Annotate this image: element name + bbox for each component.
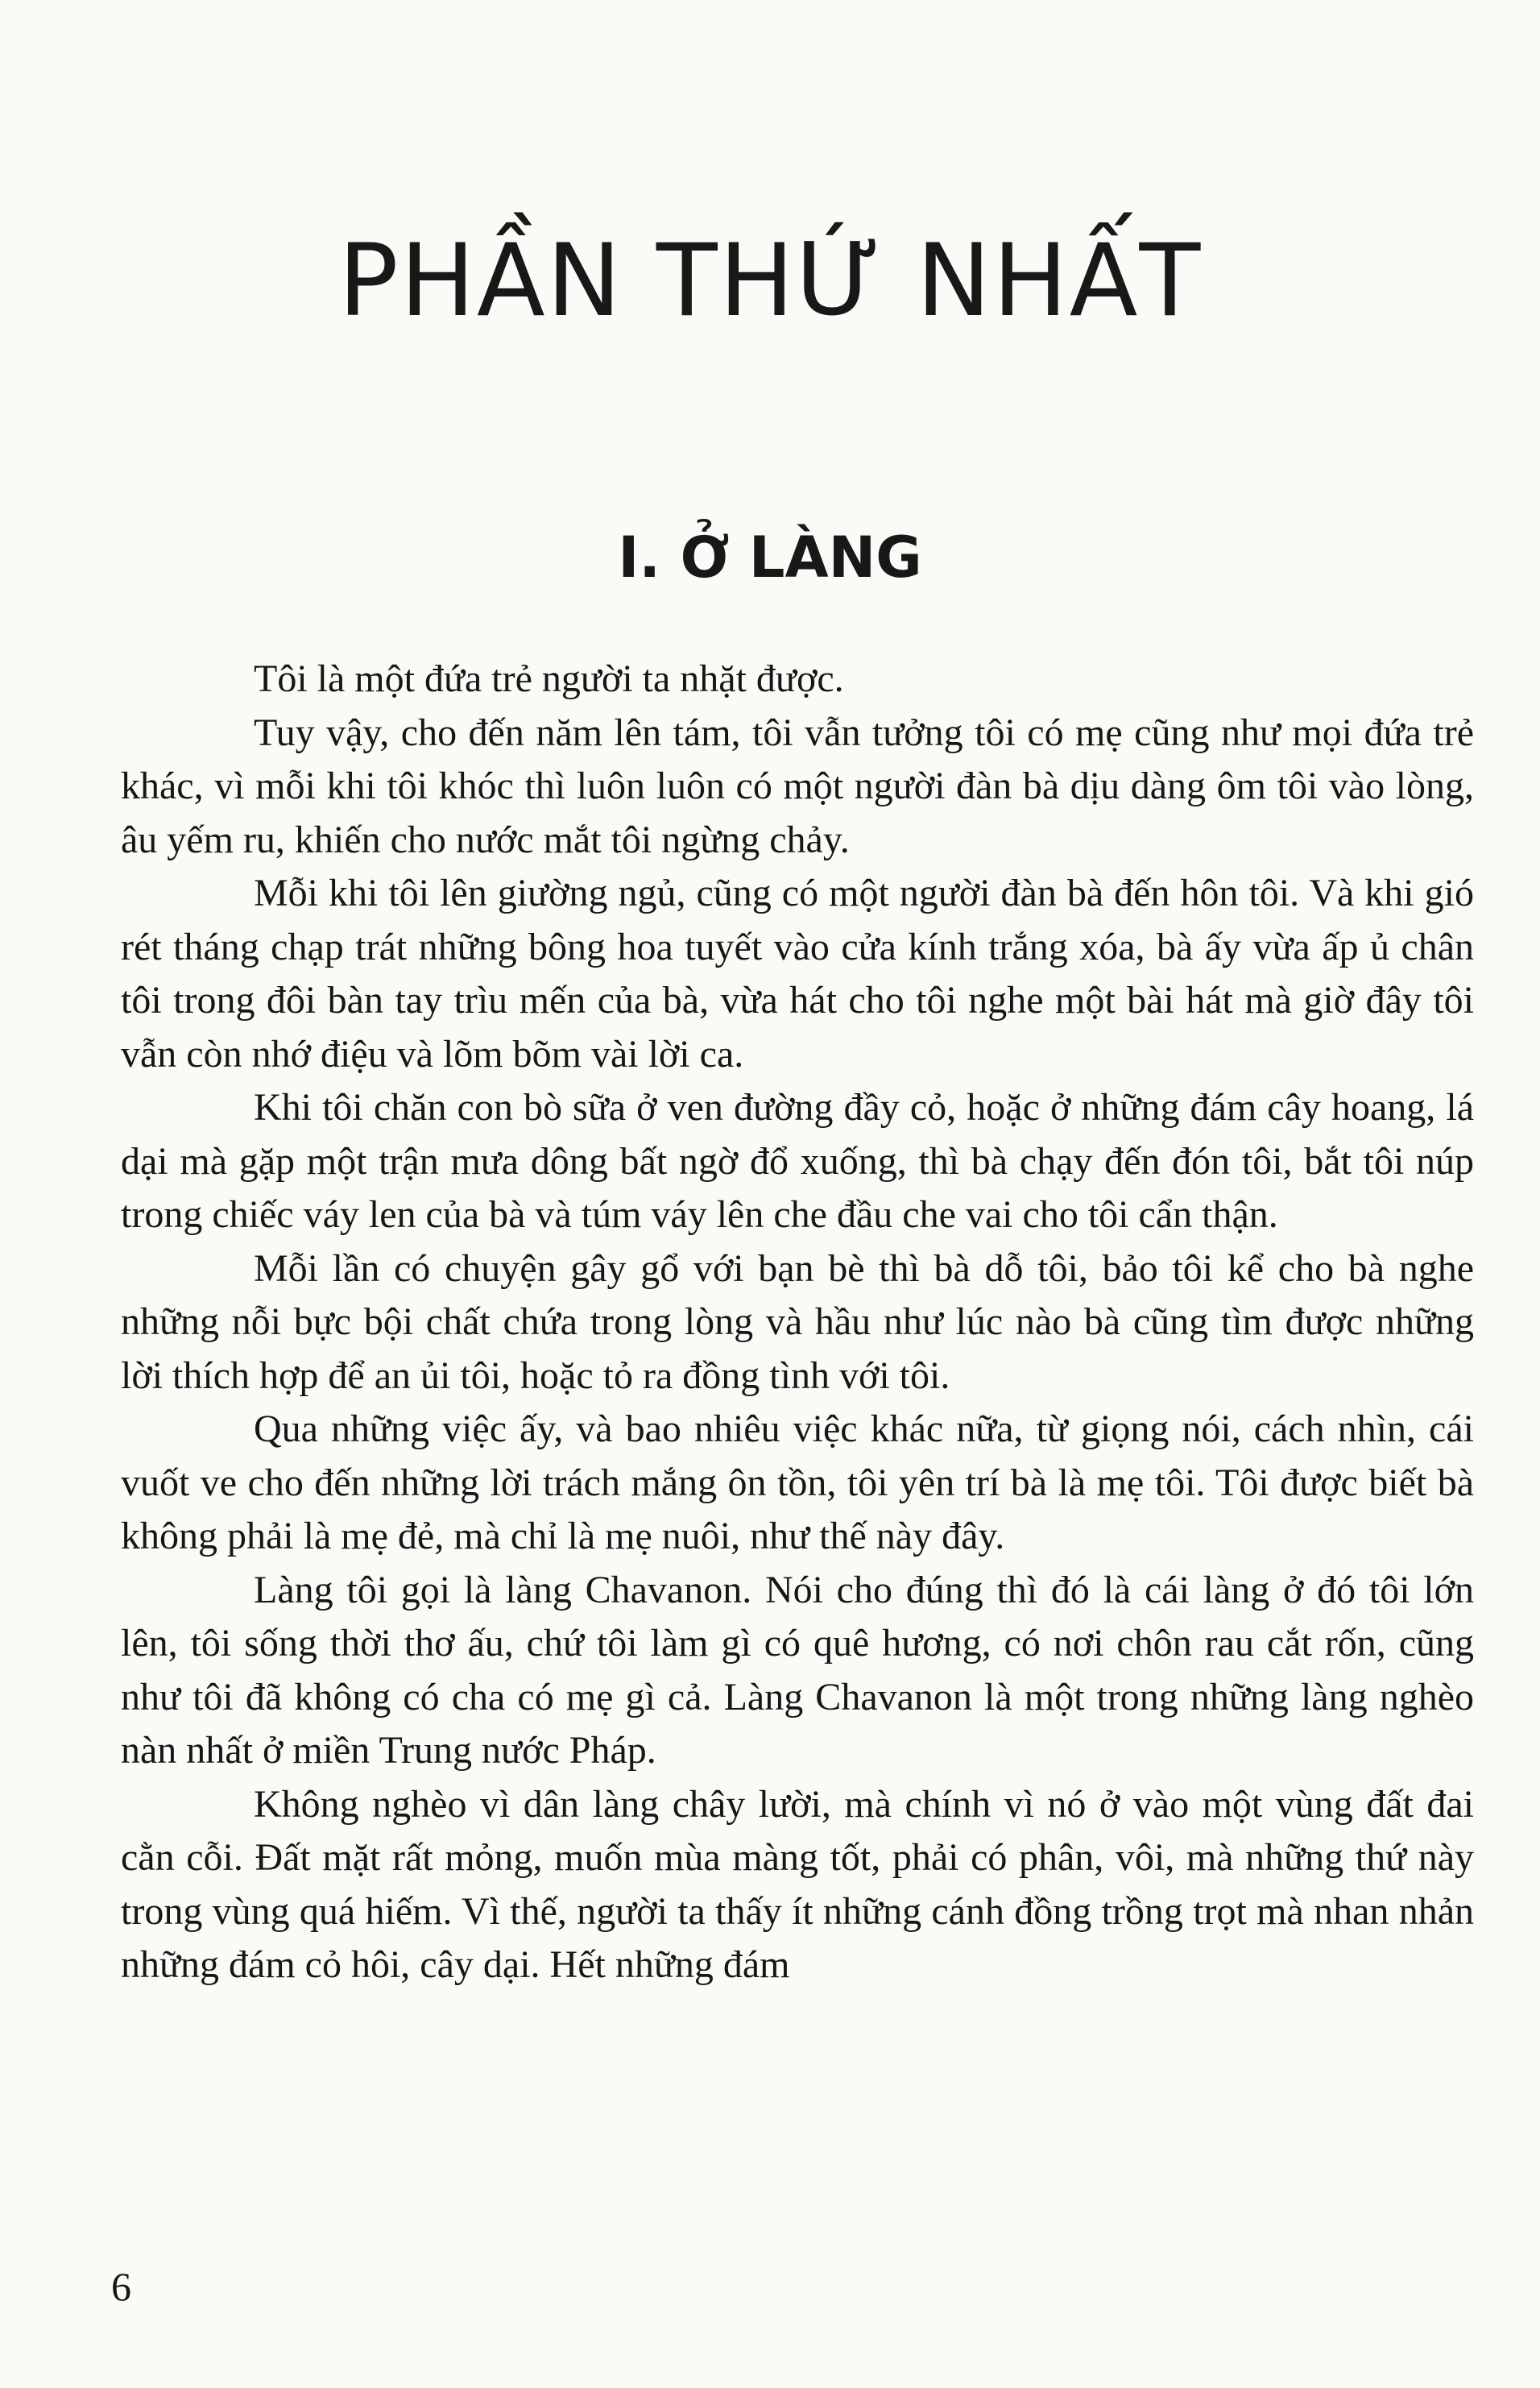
page-number: 6	[111, 2264, 131, 2309]
paragraph: Không nghèo vì dân làng chây lười, mà chính vì nó ở vào một vùng đất đai cằn cỗi. Đất mặt rất mỏng, muốn mùa màng tốt, phải có phân, vôi, mà những thứ này trong vùng quá hiếm. Vì thế, người ta thấy ít những cánh đồng trồng trọt mà nhan nhản những đám cỏ hôi, cây dại. Hết những đám	[121, 1782, 1474, 1986]
paragraph: Tôi là một đứa trẻ người ta nhặt được.	[254, 657, 844, 700]
paragraph: Làng tôi gọi là làng Chavanon. Nói cho đúng thì đó là cái làng ở đó tôi lớn lên, tôi sống thời thơ ấu, chứ tôi làm gì có quê hương, có nơi chôn rau cắt rốn, cũng như tôi đã không có cha có mẹ gì cả. Làng Chavanon là một trong những làng nghèo nàn nhất ở miền Trung nước Pháp.	[121, 1568, 1474, 1772]
paragraph: Mỗi khi tôi lên giường ngủ, cũng có một người đàn bà đến hôn tôi. Và khi gió rét tháng chạp trát những bông hoa tuyết vào cửa kính trắng xóa, bà ấy vừa ấp ủ chân tôi trong đôi bàn tay trìu mến của bà, vừa hát cho tôi nghe một bài hát mà giờ đây tôi vẫn còn nhớ điệu và lõm bõm vài lời ca.	[121, 872, 1474, 1076]
paragraph: Khi tôi chăn con bò sữa ở ven đường đầy cỏ, hoặc ở những đám cây hoang, lá dại mà gặp một trận mưa dông bất ngờ đổ xuống, thì bà chạy đến đón tôi, bắt tôi núp trong chiếc váy len của bà và túm váy lên che đầu che vai cho tôi cẩn thận.	[121, 1086, 1474, 1236]
paragraph: Qua những việc ấy, và bao nhiêu việc khác nữa, từ giọng nói, cách nhìn, cái vuốt ve cho đến những lời trách mắng ôn tồn, tôi yên trí bà là mẹ tôi. Tôi được biết bà không phải là mẹ đẻ, mà chỉ là mẹ nuôi, như thế này đây.	[121, 1408, 1474, 1557]
paragraph: Tuy vậy, cho đến năm lên tám, tôi vẫn tưởng tôi có mẹ cũng như mọi đứa trẻ khác, vì mỗi khi tôi khóc thì luôn luôn có một người đàn bà dịu dàng ôm tôi vào lòng, âu yếm ru, khiến cho nước mắt tôi ngừng chảy.	[121, 711, 1474, 861]
body-text	[121, 653, 1474, 1992]
paragraph: Mỗi lần có chuyện gây gổ với bạn bè thì bà dỗ tôi, bảo tôi kể cho bà nghe những nỗi bực bội chất chứa trong lòng và hầu như lúc nào bà cũng tìm được những lời thích hợp để an ủi tôi, hoặc tỏ ra đồng tình với tôi.	[121, 1246, 1474, 1397]
chapter-title: I. Ở LÀNG	[618, 524, 922, 591]
part-title: PHẦN THỨ NHẤT	[337, 223, 1203, 339]
